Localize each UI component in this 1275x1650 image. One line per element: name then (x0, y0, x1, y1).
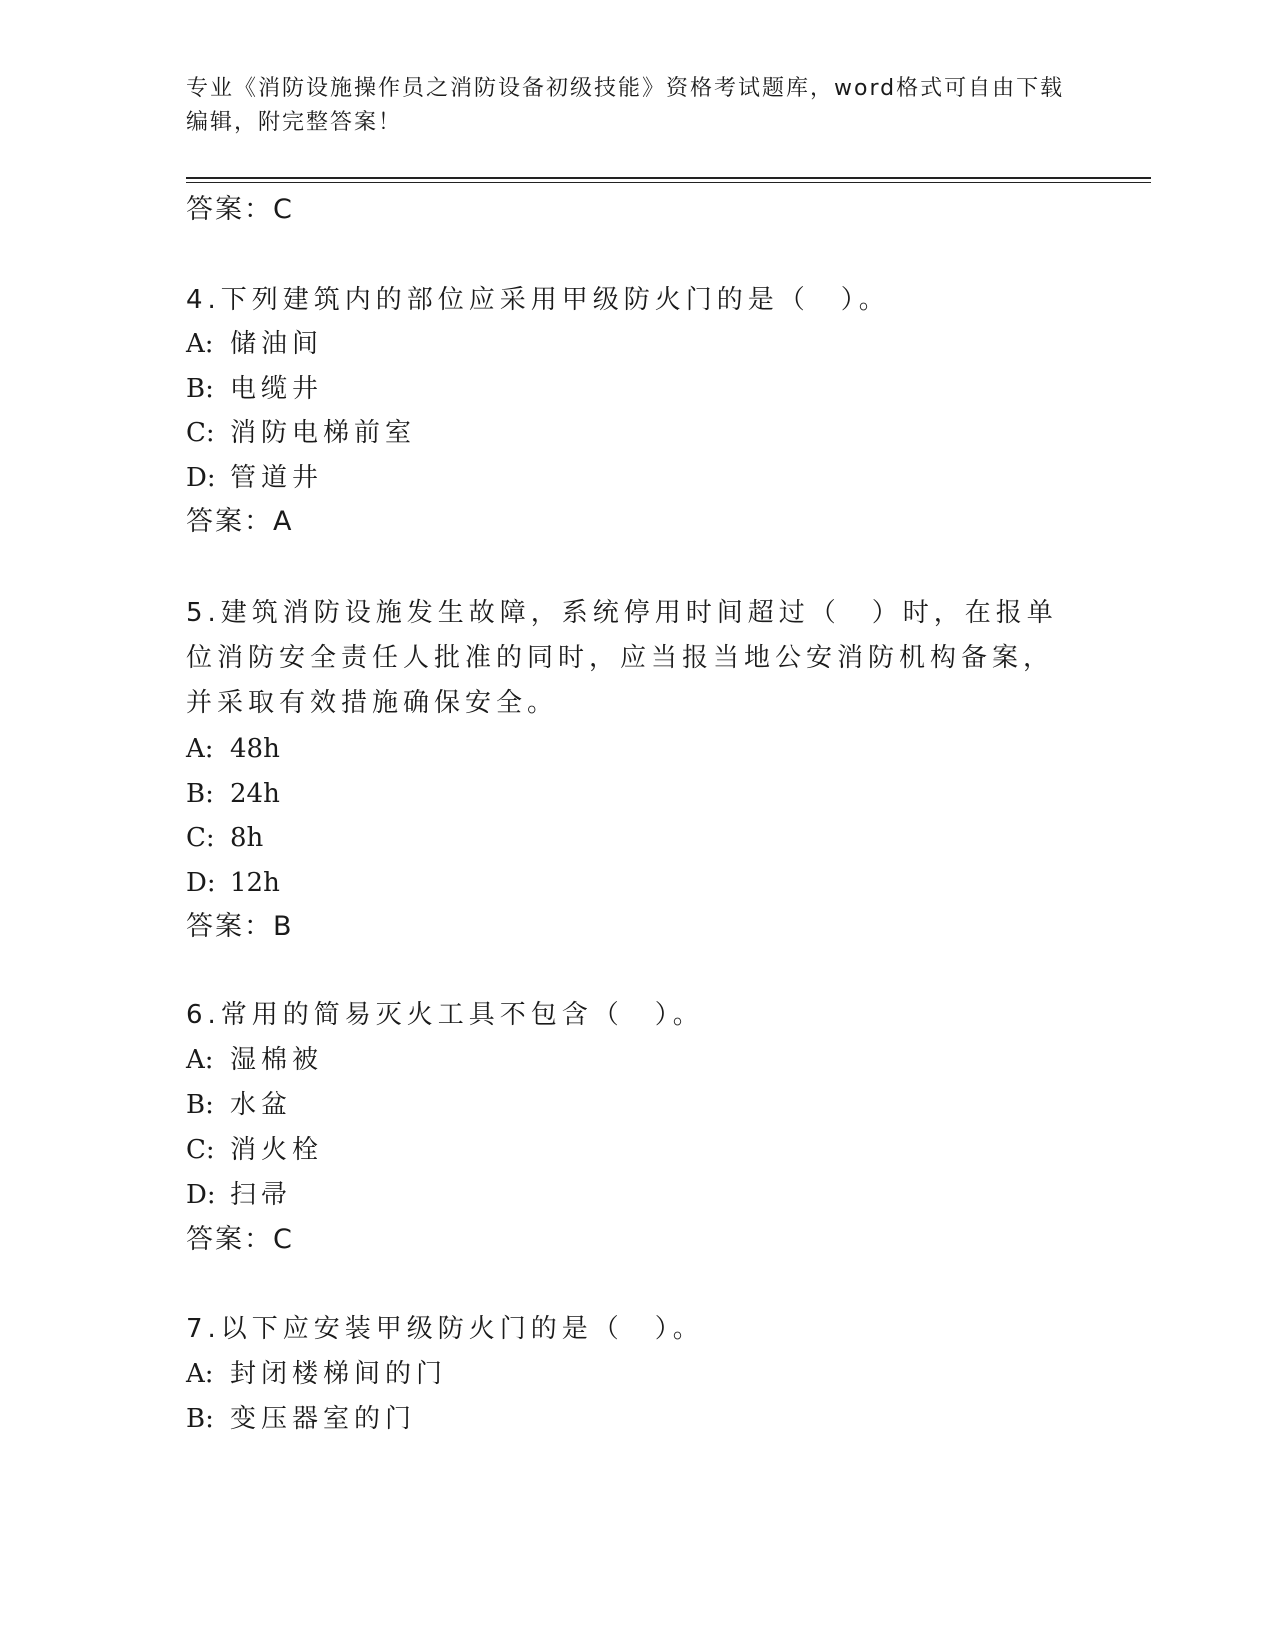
document-header: 专业《消防设施操作员之消防设备初级技能》资格考试题库，word格式可自由下载编辑，附完整答案！ (186, 76, 1065, 135)
answer-line: 答案：A (186, 506, 294, 537)
question-text: 4.下列建筑内的部位应采用甲级防火门的是（ ）。 (186, 285, 890, 315)
option-value: 扫帚 (230, 1180, 293, 1210)
option-key: A: (186, 1045, 214, 1075)
answer-line: 答案：C (186, 194, 294, 225)
option-key: A: (186, 734, 214, 764)
option-value: 8h (230, 823, 264, 853)
option-line (186, 1357, 447, 1391)
option-value: 消防电梯前室 (230, 418, 417, 448)
option-key: B: (186, 1090, 214, 1120)
question-text: 5.建筑消防设施发生故障，系统停用时间超过（ ）时，在报单位消防安全责任人批准的同时，应当报当地公安消防机构备案，并采取有效措施确保安全。 (186, 598, 1058, 718)
option-line (186, 327, 323, 361)
option-key: D: (186, 868, 216, 898)
option-value: 管道井 (230, 463, 324, 493)
option-line (186, 416, 416, 450)
option-key: A: (186, 329, 214, 359)
question-text: 6.常用的简易灭火工具不包含（ ）。 (186, 1000, 704, 1030)
option-key: D: (186, 463, 216, 493)
option-value: 封闭楼梯间的门 (230, 1359, 448, 1389)
option-key: A: (186, 1359, 214, 1389)
option-key: C: (186, 418, 215, 448)
option-key: B: (186, 1404, 214, 1434)
option-line (186, 1402, 416, 1436)
answer-line: 答案：B (186, 911, 294, 942)
option-line (186, 866, 280, 900)
answer-line: 答案：C (186, 1224, 294, 1255)
option-key: D: (186, 1180, 216, 1210)
option-line (186, 372, 323, 406)
option-key: B: (186, 374, 214, 404)
option-line (186, 1178, 292, 1212)
option-line (186, 461, 323, 495)
option-value: 电缆井 (230, 374, 324, 404)
header-divider (186, 177, 1151, 179)
option-value: 消火栓 (230, 1135, 324, 1165)
option-line (186, 821, 263, 855)
option-key: C: (186, 1135, 215, 1165)
option-value: 变压器室的门 (230, 1404, 417, 1434)
question-text: 7.以下应安装甲级防火门的是（ ）。 (186, 1314, 704, 1344)
option-value: 48h (230, 734, 280, 764)
option-key: C: (186, 823, 215, 853)
option-value: 湿棉被 (230, 1045, 324, 1075)
option-value: 12h (230, 868, 280, 898)
option-line (186, 732, 280, 766)
option-line (186, 777, 280, 811)
header-divider-thin (186, 182, 1151, 183)
option-key: B: (186, 779, 214, 809)
option-value: 储油间 (230, 329, 324, 359)
option-value: 水盆 (230, 1090, 293, 1120)
option-value: 24h (230, 779, 280, 809)
option-line (186, 1088, 292, 1122)
option-line (186, 1043, 323, 1077)
option-line (186, 1133, 323, 1167)
